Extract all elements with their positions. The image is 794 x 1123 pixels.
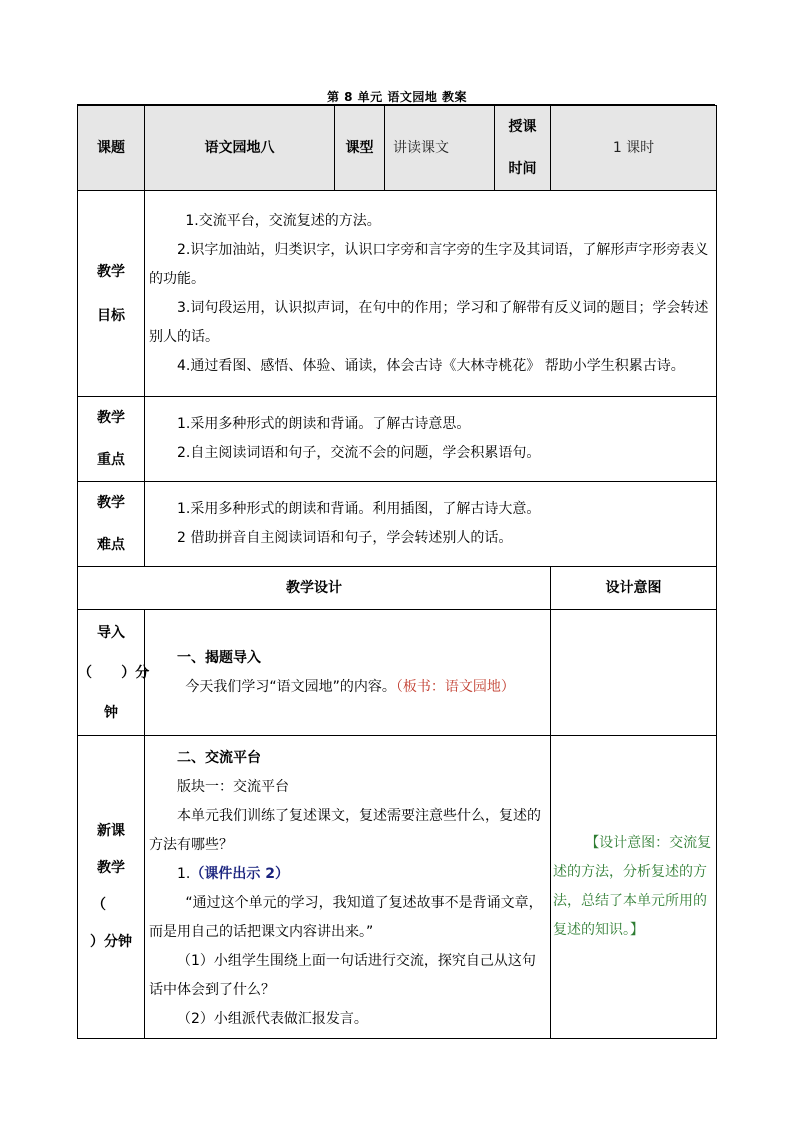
topic-value: 语文园地八 [145, 106, 335, 191]
intro-paragraph [147, 673, 548, 702]
intro-content [145, 610, 551, 736]
keypoints-label-line1: 教学 [97, 410, 125, 426]
intro-heading: 一、揭题导入 [177, 649, 261, 666]
design-header-row [78, 567, 717, 610]
newlesson-label-line1: 新课 [97, 823, 125, 839]
time-label-line1: 授课 [508, 119, 537, 135]
newlesson-label-line2: 教学 [97, 860, 125, 876]
newlesson-label-line4: ）分钟 [90, 934, 132, 950]
keypoints-label [78, 397, 145, 482]
objectives-label [78, 191, 145, 397]
newlesson-section: 版块一：交流平台 [177, 779, 289, 795]
teaching-design-heading: 教学设计 [78, 567, 551, 610]
type-value: 讲读课文 [385, 106, 495, 191]
newlesson-label [78, 736, 145, 1039]
time-label-line2: 时间 [508, 161, 537, 177]
intro-row [78, 610, 717, 736]
intro-text: 今天我们学习“语文园地”的内容。 [185, 678, 396, 695]
newlesson-content [145, 736, 551, 1039]
objectives-label-line2: 目标 [97, 307, 125, 324]
newlesson-label-line3: （ [92, 897, 106, 913]
difficulties-content [145, 482, 717, 567]
newlesson-courseware-line [147, 860, 548, 889]
objectives-content [145, 191, 717, 397]
difficulties-row [78, 482, 717, 567]
keypoint-item: 2.自主阅读词语和句子，交流不会的问题，学会积累语句。 [177, 445, 541, 461]
keypoints-content [145, 397, 717, 482]
newlesson-design-note: 【设计意图：交流复述的方法，分析复述的方法，总结了本单元所用的复述的知识。】 [551, 736, 717, 1039]
difficulties-label-line2: 难点 [97, 537, 125, 553]
difficulties-label-line1: 教学 [97, 495, 125, 511]
newlesson-heading: 二、交流平台 [177, 750, 261, 766]
keypoints-label-line2: 重点 [97, 452, 125, 468]
intro-label [78, 610, 150, 736]
newlesson-quote: “通过这个单元的学习，我知道了复述故事不是背诵文章，而是用自己的话把课文内容讲出来。” [149, 895, 543, 940]
design-intent-heading: 设计意图 [551, 567, 717, 610]
objective-item: 4.通过看图、感悟、体验、诵读，体会古诗《大林寺桃花》 帮助小学生积累古诗。 [177, 357, 685, 374]
intro-board-note: （板书：语文园地） [395, 678, 515, 695]
newlesson-row [78, 736, 717, 1039]
intro-label-line2: （ ）分 [78, 664, 150, 681]
type-label: 课型 [335, 106, 385, 191]
newlesson-step2: （2）小组派代表做汇报发言。 [177, 1011, 368, 1027]
topic-label: 课题 [78, 106, 145, 191]
document-header: 第 8 单元 语文园地 教案 [326, 90, 468, 104]
objectives-row [78, 191, 717, 397]
keypoint-item: 1.采用多种形式的朗读和背诵。了解古诗意思。 [177, 416, 471, 432]
newlesson-item-number: 1. [177, 866, 191, 882]
intro-label-line1: 导入 [97, 624, 125, 641]
newlesson-step1: （1）小组学生围绕上面一句话进行交流，探究自己从这句话中体会到了什么？ [149, 953, 536, 998]
objective-item: 1.交流平台，交流复述的方法。 [185, 212, 381, 229]
objectives-label-line1: 教学 [97, 263, 125, 280]
difficulty-item: 2 借助拼音自主阅读词语和句子，学会转述别人的话。 [177, 530, 513, 546]
difficulty-item: 1.采用多种形式的朗读和背诵。利用插图，了解古诗大意。 [177, 501, 541, 517]
objective-item: 3.词句段运用，认识拟声词，在句中的作用；学习和了解带有反义词的题目；学会转述别人的话。 [149, 299, 709, 345]
keypoints-row [78, 397, 717, 482]
objective-item: 2.识字加油站，归类识字，认识口字旁和言字旁的生字及其词语，了解形声字形旁表义的功能。 [149, 241, 709, 287]
lesson-plan-table [77, 105, 717, 1039]
newlesson-para1: 本单元我们训练了复述课文，复述需要注意些什么，复述的方法有哪些？ [149, 808, 541, 853]
difficulties-label [78, 482, 145, 567]
topic-row [78, 106, 717, 191]
intro-label-line3: 钟 [104, 704, 118, 721]
hours-value: 1 课时 [551, 106, 717, 191]
time-label [495, 106, 551, 191]
intro-design-note [551, 610, 717, 736]
courseware-label: （课件出示 2） [190, 866, 289, 882]
